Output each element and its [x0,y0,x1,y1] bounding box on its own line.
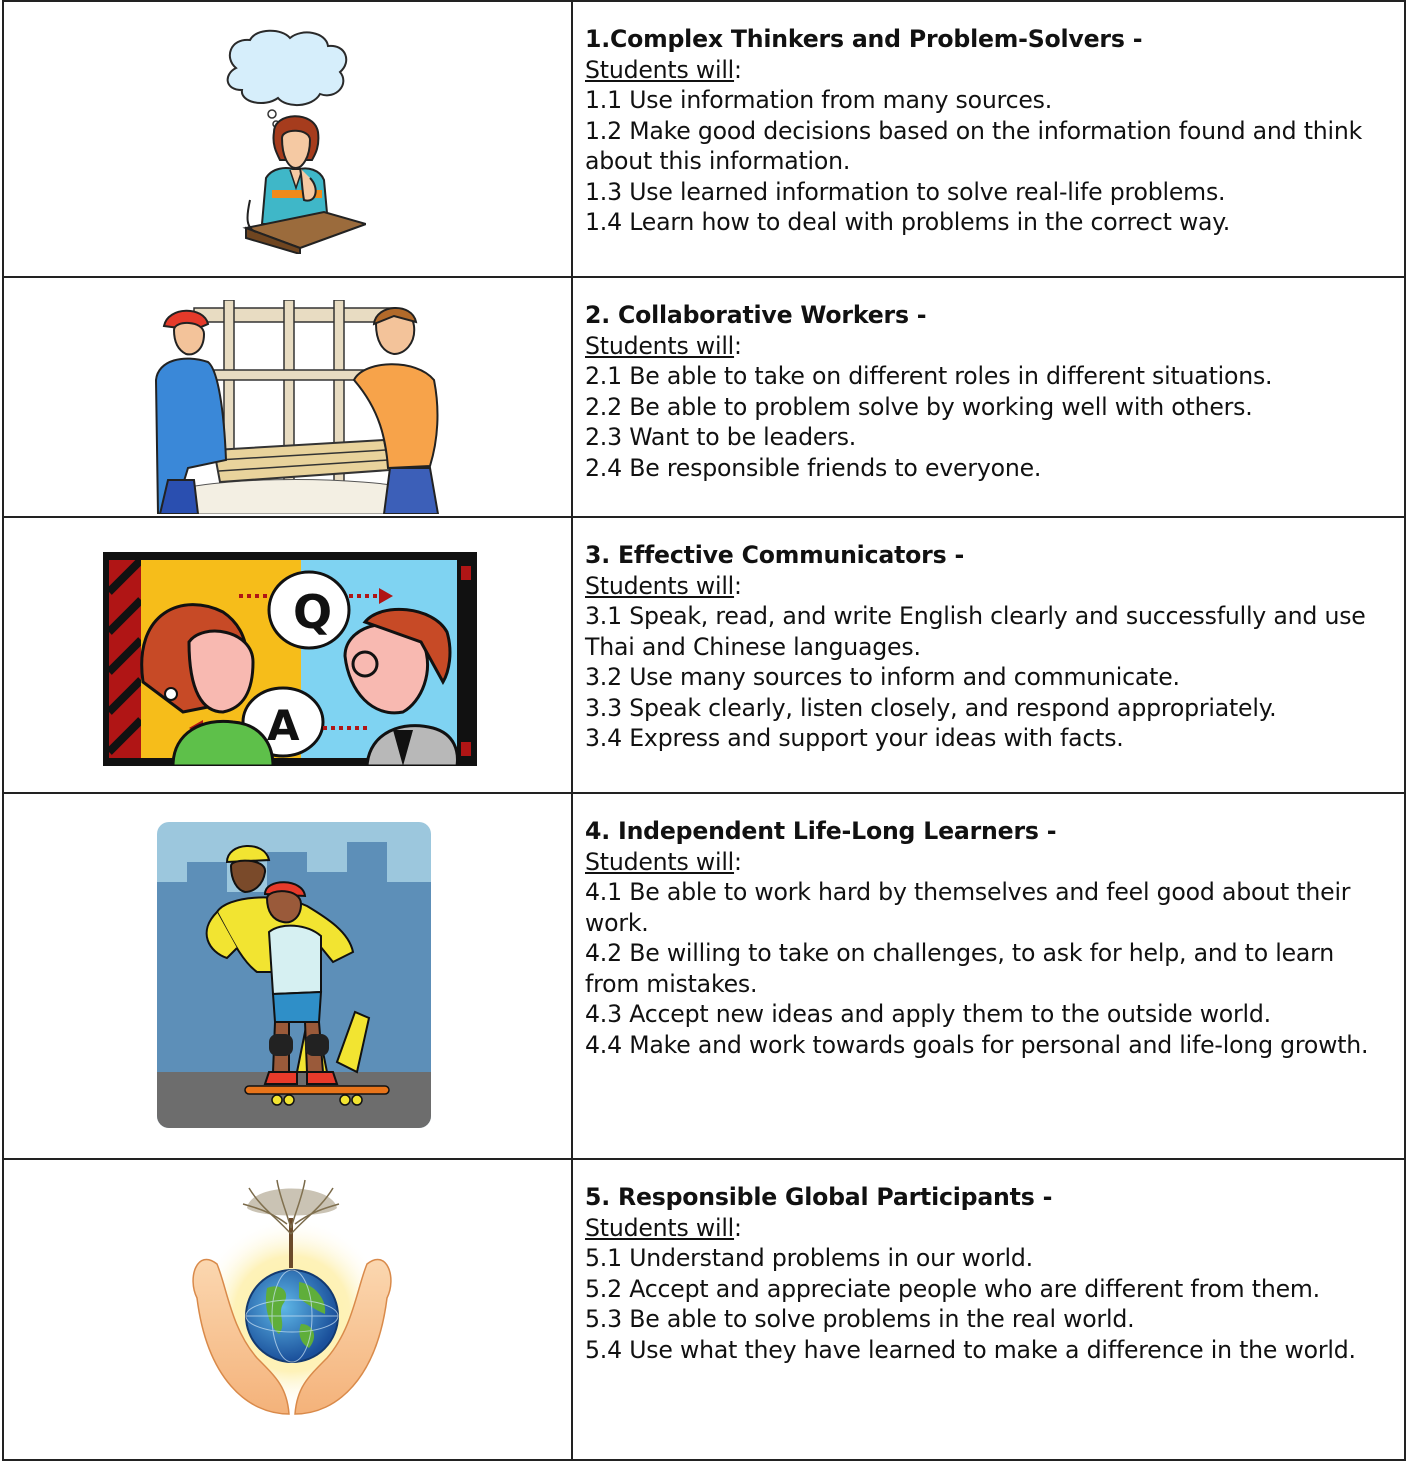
collaborating-workers-icon [154,300,442,514]
outcome-item: 3.1 Speak, read, and write English clearly and successfully and use Thai and Chinese languages. [585,602,1366,661]
thinking-person-icon [216,28,366,254]
students-will-line: Students will: [585,55,742,84]
outcome-heading: 5. Responsible Global Participants - [585,1183,1053,1211]
svg-text:A: A [267,701,300,750]
illustration-cell [3,1,572,277]
outcome-item: 1.3 Use learned information to solve real-life problems. [585,177,1226,206]
outcome-item: 1.1 Use information from many sources. [585,86,1053,114]
outcome-item: 5.2 Accept and appreciate people who are different from them. [585,1274,1320,1303]
outcome-item: 3.2 Use many sources to inform and communicate. [585,663,1180,691]
outcome-heading: 2. Collaborative Workers - [585,301,927,329]
outcome-heading: 4. Independent Life-Long Learners - [585,817,1057,845]
outcome-text-cell [572,793,1405,1159]
globe-in-hands-icon [187,1178,397,1436]
students-will-line: Students will: [585,1213,742,1242]
outcome-item: 4.2 Be willing to take on challenges, to ask for help, and to learn from mistakes. [585,939,1335,998]
table-row [3,517,1405,793]
outcome-item: 5.4 Use what they have learned to make a difference in the world. [585,1335,1356,1364]
outcome-heading: 1.Complex Thinkers and Problem-Solvers - [585,25,1143,53]
skateboard-learning-icon [157,822,431,1128]
outcome-item: 4.4 Make and work towards goals for personal and life-long growth. [585,1030,1369,1059]
illustration-cell [3,277,572,517]
outcome-item: 1.2 Make good decisions based on the information found and think about this information. [585,116,1363,175]
table-row [3,793,1405,1159]
outcome-item: 2.2 Be able to problem solve by working well with others. [585,392,1253,421]
outcome-text-cell [572,1,1405,277]
outcome-item: 4.1 Be able to work hard by themselves and feel good about their work. [585,878,1351,937]
illustration-cell [3,1159,572,1460]
outcome-text-cell [572,1159,1405,1460]
outcome-text-cell [572,277,1405,517]
outcome-text-cell [572,517,1405,793]
outcome-item: 3.3 Speak clearly, listen closely, and respond appropriately. [585,693,1277,722]
outcome-heading: 3. Effective Communicators - [585,541,965,569]
table-row [3,1,1405,277]
outcome-item: 5.3 Be able to solve problems in the real world. [585,1305,1135,1333]
students-will-line: Students will: [585,571,742,600]
question-answer-communication-icon [103,552,477,766]
students-will-line: Students will: [585,847,742,876]
table-row [3,1159,1405,1460]
svg-text:Q: Q [293,585,333,639]
outcome-item: 4.3 Accept new ideas and apply them to the outside world. [585,1000,1271,1028]
students-will-line: Students will: [585,331,742,360]
illustration-cell [3,793,572,1159]
illustration-cell [3,517,572,793]
table-row [3,277,1405,517]
outcome-item: 2.4 Be responsible friends to everyone. [585,453,1042,482]
outcome-item: 2.3 Want to be leaders. [585,423,857,451]
outcome-item: 3.4 Express and support your ideas with facts. [585,724,1124,752]
learner-outcomes-table [2,0,1406,1461]
outcome-item: 5.1 Understand problems in our world. [585,1244,1033,1272]
outcome-item: 1.4 Learn how to deal with problems in the correct way. [585,208,1231,236]
outcome-item: 2.1 Be able to take on different roles in different situations. [585,362,1273,390]
